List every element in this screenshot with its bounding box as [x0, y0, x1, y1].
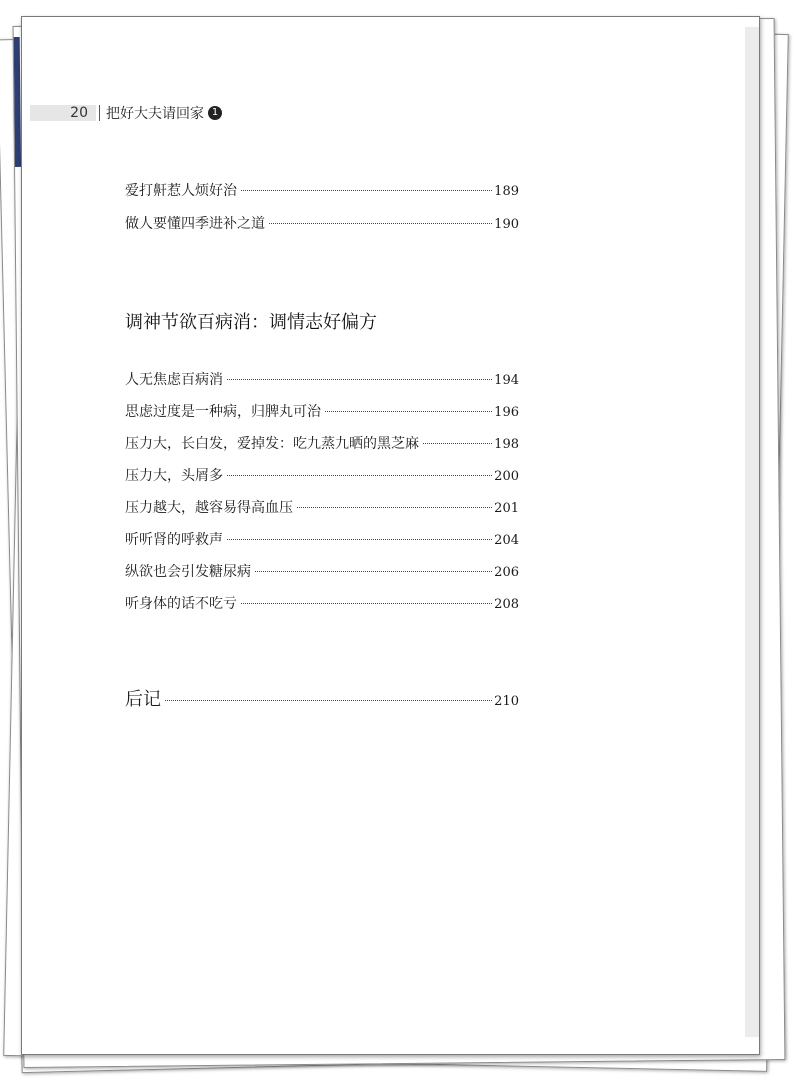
dot-leader — [269, 223, 492, 224]
toc-entry-page: 190 — [494, 217, 519, 232]
toc-entry-title: 纵欲也会引发糖尿病 — [125, 564, 251, 580]
toc-entry[interactable] — [125, 213, 519, 233]
toc-entry-page: 201 — [494, 501, 519, 516]
toc-entry[interactable] — [125, 369, 519, 389]
header-divider — [99, 105, 100, 121]
toc-entry[interactable] — [125, 593, 519, 613]
toc-entry-title: 人无焦虑百病消 — [125, 372, 223, 388]
toc-entry-page: 210 — [494, 694, 519, 709]
dot-leader — [227, 379, 492, 380]
toc-entry[interactable] — [125, 497, 519, 517]
toc-entry-title: 做人要懂四季进补之道 — [125, 216, 265, 232]
toc-entry-title: 压力大，头屑多 — [125, 468, 223, 484]
dot-leader — [325, 411, 492, 412]
dot-leader — [227, 539, 492, 540]
toc-entry-title: 后记 — [125, 689, 161, 710]
toc-entry-page: 194 — [494, 373, 519, 388]
page-gutter — [745, 27, 759, 1037]
book-page — [21, 16, 760, 1055]
toc-entry-page: 198 — [494, 437, 519, 452]
running-header — [30, 103, 222, 123]
toc-entry[interactable] — [125, 529, 519, 549]
dot-leader — [241, 190, 492, 191]
cover-edge-blue — [14, 37, 21, 167]
toc-entry[interactable] — [125, 180, 519, 200]
toc-entry-title: 爱打鼾惹人烦好治 — [125, 183, 237, 199]
toc-entry-page: 204 — [494, 533, 519, 548]
toc-entry-afterword[interactable] — [125, 685, 519, 711]
toc-entry[interactable] — [125, 401, 519, 421]
toc-entry-title: 压力大，长白发，爱掉发：吃九蒸九晒的黑芝麻 — [125, 436, 419, 452]
toc-entry[interactable] — [125, 433, 519, 453]
page-number: 20 — [30, 105, 96, 121]
book-title: 把好大夫请回家 — [106, 106, 204, 122]
volume-badge: 1 — [208, 106, 222, 120]
toc-entry-page: 196 — [494, 405, 519, 420]
toc-entry-title: 思虑过度是一种病，归脾丸可治 — [125, 404, 321, 420]
toc-entry-title: 压力越大，越容易得高血压 — [125, 500, 293, 516]
dot-leader — [241, 603, 492, 604]
toc-entry-page: 206 — [494, 565, 519, 580]
toc-entry[interactable] — [125, 465, 519, 485]
toc-entry-page: 200 — [494, 469, 519, 484]
toc-entry[interactable] — [125, 561, 519, 581]
toc-entry-page: 208 — [494, 597, 519, 612]
toc-entry-title: 听身体的话不吃亏 — [125, 596, 237, 612]
dot-leader — [165, 700, 492, 701]
dot-leader — [255, 571, 492, 572]
dot-leader — [297, 507, 492, 508]
dot-leader — [227, 475, 492, 476]
toc-entry-title: 听听肾的呼救声 — [125, 532, 223, 548]
dot-leader — [423, 443, 492, 444]
toc-entry-page: 189 — [494, 184, 519, 199]
section-heading: 调神节欲百病消：调情志好偏方 — [125, 312, 377, 333]
